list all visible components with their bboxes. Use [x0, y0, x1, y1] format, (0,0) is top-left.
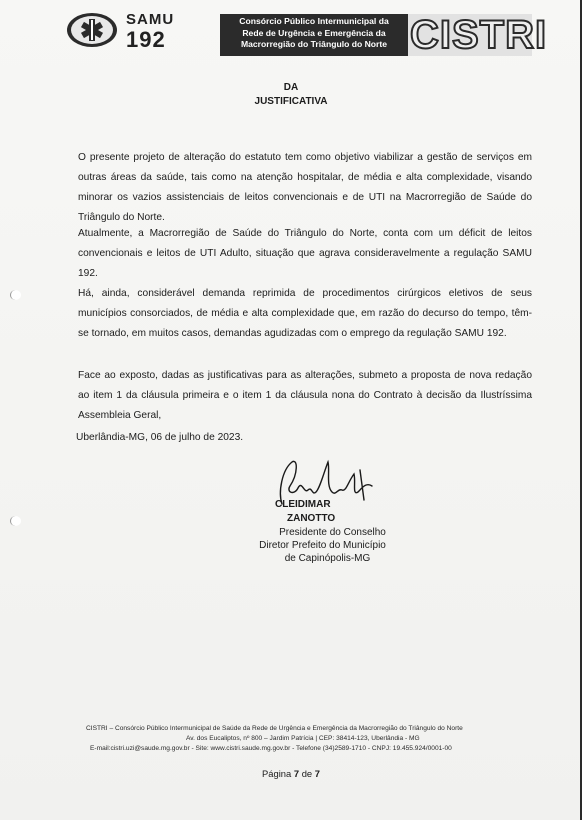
section-title-justificativa: JUSTIFICATIVA	[254, 96, 328, 107]
consorcio-line-1: Consórcio Público Intermunicipal da	[239, 16, 389, 26]
paragraph-deficit: Atualmente, a Macrorregião de Saúde do Triângulo do Norte, conta com um déficit de leitos convencionais e leitos de UTI Adulto, situação que agrava consideravelmente a regulação SAMU 192.	[78, 228, 532, 279]
page-label: Página	[262, 768, 292, 779]
samu-star-of-life-logo	[66, 12, 118, 48]
consorcio-banner	[220, 14, 408, 56]
samu-word: SAMU	[126, 11, 175, 28]
signatory-first-name: CLEIDIMAR	[275, 499, 331, 510]
signatory-roles	[200, 526, 405, 565]
consorcio-line-3: Macrorregião do Triângulo do Norte	[240, 39, 388, 49]
samu-wordmark	[126, 12, 174, 51]
footer-line-1: CISTRI – Consórcio Público Intermunicipal de Saúde da Rede de Urgência e Emergência da Macrorregião do Triângulo do Norte	[86, 725, 463, 732]
document-date: Uberlândia-MG, 06 de julho de 2023.	[76, 432, 244, 443]
consorcio-line-2: Rede de Urgência e Emergência da	[242, 27, 386, 38]
page-total: 7	[314, 768, 320, 779]
samu-number: 192	[126, 27, 166, 52]
footer-line-3: E-mail:cistri.uzi@saude.mg.gov.br - Site: www.cistri.saude.mg.gov.br - Telefone (34)2589-1710 - CNPJ: 19.455.924/0001-00	[90, 745, 452, 752]
paragraph-proposal: Face ao exposto, dadas as justificativas para as alterações, submeto a proposta de nova redação ao item 1 da cláusula primeira e o item 1 da cláusula nona do Contrato à decisão da Ilustríssima Assembleia Geral,	[78, 370, 532, 421]
page-of: de	[301, 768, 313, 779]
footer-line-2: Av. dos Eucaliptos, nº 800 – Jardim Patrícia | CEP: 38414-123, Uberlândia - MG	[186, 735, 420, 742]
page-number	[0, 768, 582, 779]
binder-hole-top	[10, 290, 21, 300]
paragraph-demand: Há, ainda, considerável demanda reprimida de procedimentos cirúrgicos eletivos de seus municípios consorciados, de média e alta complexidade que, em razão do decurso do tempo, têm-se tornado, em muitos casos, demandas agudizadas com o emprego da regulação SAMU 192.	[78, 288, 532, 339]
signatory-role-3: de Capinópolis-MG	[284, 553, 371, 564]
signatory-role-2: Diretor Prefeito do Município	[259, 540, 386, 551]
binder-hole-bottom	[10, 516, 21, 526]
paragraph-objective: O presente projeto de alteração do estatuto tem como objetivo viabilizar a gestão de serviços em outras áreas da saúde, tais como na atenção hospitalar, de média e alta complexidade, visando minorar os vazios assistenciais de leitos convencionais e de UTI na Macrorregião de Saúde do Triângulo do Norte.	[78, 152, 532, 223]
cistri-logo: CISTRI	[410, 13, 548, 57]
signatory-last-name: ZANOTTO	[287, 513, 336, 524]
page-current: 7	[293, 768, 300, 779]
section-title-da: DA	[283, 82, 299, 93]
signatory-role-1: Presidente do Conselho	[279, 527, 386, 538]
signatory-name	[275, 498, 335, 526]
document-footer	[86, 724, 516, 754]
